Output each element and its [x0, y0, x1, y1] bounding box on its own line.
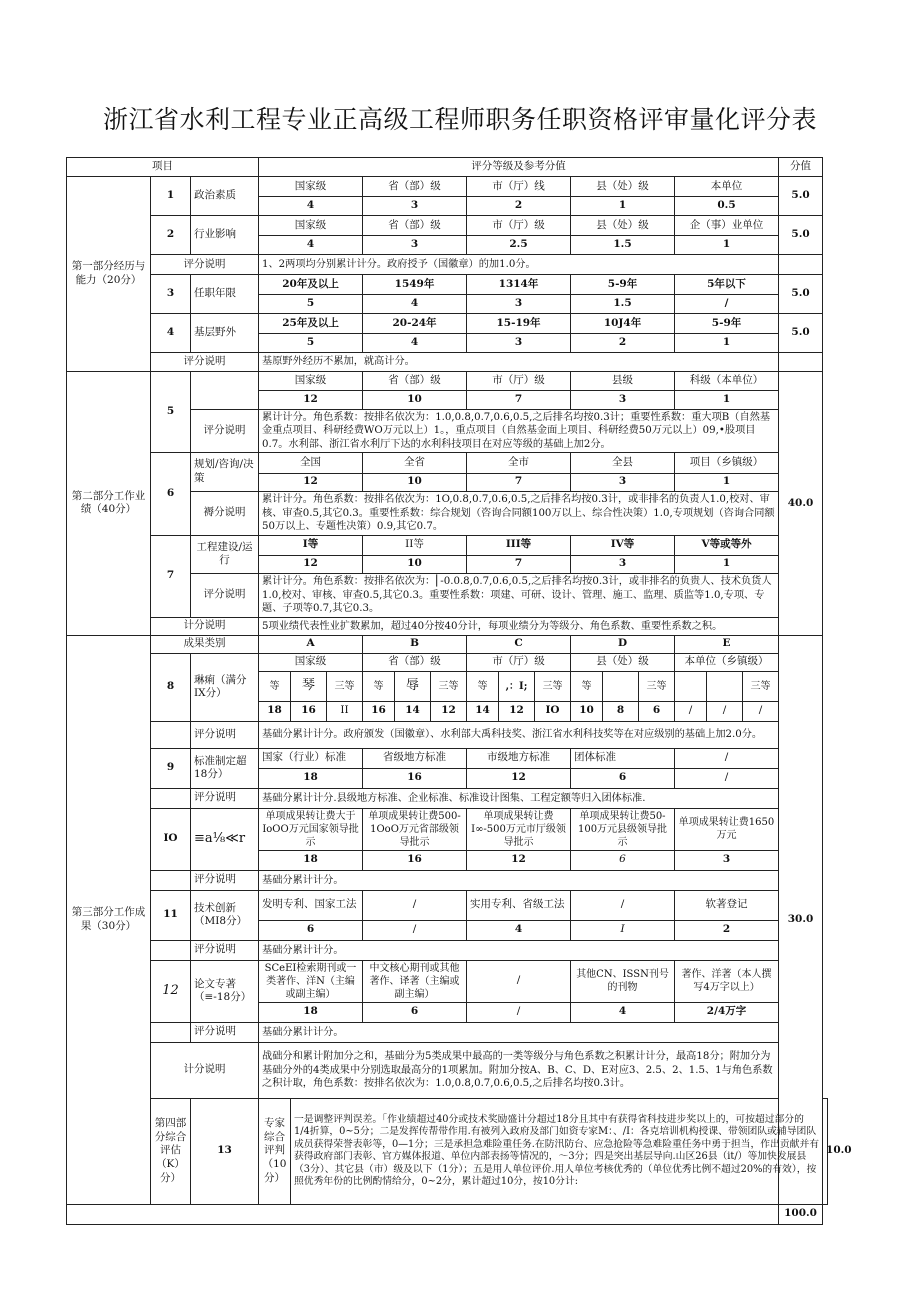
eval-text: 基础分累计计分。政府颁发（国徽章）、水利部大禹科技奖、浙江省水利科技奖等在对应级别的基础上加2.0分。 — [259, 721, 779, 748]
sum-label: 计分说明 — [151, 1042, 259, 1098]
value-cell: 6 — [571, 850, 675, 870]
eval-label: 评分说明 — [191, 870, 259, 890]
level-cell: 全县 — [571, 452, 675, 473]
value-cell: 6 — [363, 1002, 467, 1022]
value-cell: / — [675, 295, 779, 314]
eval-text: 基础分累计计分。 — [259, 940, 779, 960]
item-name: 任职年限 — [191, 275, 259, 314]
value-cell: 4 — [259, 236, 363, 255]
item-name: 专家综合评判（10分） — [259, 1098, 291, 1204]
value-cell: 12 — [431, 701, 467, 721]
value-cell: 2.5 — [467, 236, 571, 255]
value-cell: 3 — [675, 850, 779, 870]
level-cell: 其他CN、ISSN刊号的刊物 — [571, 960, 675, 1002]
level-cell: 团体标准 — [571, 748, 675, 768]
category-cell: B — [363, 635, 467, 653]
level-cell: V等或等外 — [675, 535, 779, 555]
value-cell: 6 — [259, 920, 363, 940]
item-number: 1 — [151, 177, 191, 216]
level-cell: 省（部）级 — [363, 653, 467, 671]
level-cell: 科级（本单位） — [675, 372, 779, 391]
eval-text: 累计计分。角色系数：按排名依次为：1O,0.8,0.7,0.6,0.5,之后排名均按0.3计，或非排名的负责人1.0,校对、审核、审查0.5,其它0.3。重要性系数：综合规划（咨询合同额100万以上、综合性决策）1.0,专项规划（咨询合同额50万以上、专题性决策）0.9,其它0.7。 — [259, 491, 779, 535]
value-cell: 1 — [571, 197, 675, 216]
value-cell: 12 — [467, 850, 571, 870]
level-cell: IV等 — [571, 535, 675, 555]
value-cell: / — [363, 920, 467, 940]
value-cell: 16 — [363, 850, 467, 870]
value-cell: 12 — [259, 473, 363, 491]
eval-label: 褥分说明 — [191, 491, 259, 535]
eval-text: 基原野外经历不累加，就高计分。 — [259, 353, 779, 372]
level-cell: 县（处）级 — [571, 216, 675, 236]
part2-label: 第二部分工作业绩（40分） — [67, 372, 151, 636]
level-cell: 省（部）级 — [363, 372, 467, 391]
level-cell: II等 — [363, 535, 467, 555]
level-cell: 本单位 — [675, 177, 779, 197]
item-name: 技术创新（MI8分） — [191, 890, 259, 940]
grade-cell: 辱 — [395, 671, 431, 701]
value-cell: / — [675, 701, 707, 721]
level-cell: 市级地方标准 — [467, 748, 571, 768]
grade-cell: ,：I; — [499, 671, 535, 701]
grade-cell: 等 — [571, 671, 603, 701]
eval-text: 累计计分。角色系数：按排名依次为：⎢-0.0.8,0.7,0.6,0.5,之后排名均按0.3计，或非排名的负贵人、技术负货人1.0,校对、审核、审查0.5,其它0.3。重要性系数：项建、可研、设计、管理、施工、监理、质监等1.0,专项、专题、子项等0.7,其它0.3。 — [259, 573, 779, 617]
score-cell: 5.0 — [779, 314, 823, 353]
item-name: 工程建设/运行 — [191, 535, 259, 573]
value-cell: 1 — [675, 236, 779, 255]
level-cell: 著作、洋著（本人撰写4万字以上） — [675, 960, 779, 1002]
value-cell: 3 — [363, 197, 467, 216]
value-cell: 3 — [467, 295, 571, 314]
item-name: 琳痢（满分IX分） — [191, 653, 259, 721]
total-label-cell — [67, 1204, 779, 1224]
level-cell: 单项成果转让费500-1OoO万元省部级领导批示 — [363, 808, 467, 850]
empty-cell — [151, 940, 191, 960]
assessment-text: 一是调整评判误差。「作业绩超过40分或技术奖励盛计分超过18分且其中有获得省科技进步奖以上的，可按超过部分的1/4折算，0~5分；二是发挥传帮带作用.有被列入政府及部门如资专家M：、/I：各克培训机构授课、带领团队或辅导团队成员获得荣誉表彰等，0—1分；三是承担急难险重任务.在防汛防台、应急抢险等急难险重任务中勇于担当，作出贡献并有获得政府部门表彰、官方媒体报道、单位内部表扬等情况的，～3分；四是突出基层导向.山区26县（it/）等加快发展县（3分）、其它县（市）级及以下（1分）；五是用人单位评价.用人单位考核优秀的（单位优秀比例不超过20%的有效），按照优秀年份的比例酌情给分，0~2分，累计超过10分，按10分计: — [291, 1098, 823, 1204]
value-cell: 16 — [291, 701, 327, 721]
level-cell: 20-24年 — [363, 314, 467, 334]
grade-cell: 三等 — [535, 671, 571, 701]
level-cell: 市（厅）级 — [467, 653, 571, 671]
level-cell: 单项成果转让费大于IoOO万元国家领导批示 — [259, 808, 363, 850]
value-cell: 1.5 — [571, 295, 675, 314]
score-cell: 5.0 — [779, 216, 823, 255]
level-cell: 本单位（乡镇级） — [675, 653, 779, 671]
level-cell: 全市 — [467, 452, 571, 473]
level-cell: 国家（行业）标准 — [259, 748, 363, 768]
value-cell: 1.5 — [571, 236, 675, 255]
level-cell: 市（厅）线 — [467, 177, 571, 197]
value-cell: / — [675, 768, 779, 788]
level-cell: 县（处）级 — [571, 653, 675, 671]
value-cell: 2 — [571, 334, 675, 353]
category-cell: E — [675, 635, 779, 653]
value-cell: 5 — [259, 334, 363, 353]
eval-label: 评分说明 — [191, 788, 259, 808]
value-cell: 10 — [571, 701, 603, 721]
level-cell: 国家级 — [259, 653, 363, 671]
value-cell: 3 — [571, 555, 675, 573]
item-number: 11 — [151, 890, 191, 940]
grade-cell: 三等 — [327, 671, 363, 701]
value-cell: 4 — [571, 1002, 675, 1022]
level-cell: 市（厅）级 — [467, 372, 571, 391]
value-cell: 7 — [467, 391, 571, 410]
grade-cell — [707, 671, 743, 701]
value-cell: 4 — [363, 295, 467, 314]
score-cell: 5.0 — [779, 275, 823, 314]
value-cell: 2/4万字 — [675, 1002, 779, 1022]
item-number: 7 — [151, 535, 191, 617]
level-cell: / — [363, 890, 467, 920]
item-number: 5 — [151, 372, 191, 453]
level-cell: I等 — [259, 535, 363, 555]
value-cell: 10 — [363, 555, 467, 573]
total-score: 100.0 — [779, 1204, 823, 1224]
level-cell: 单项成果转让费1650万元 — [675, 808, 779, 850]
value-cell: 3 — [467, 334, 571, 353]
item-number: 2 — [151, 216, 191, 255]
part1-label: 第一部分经历与能力（20分） — [67, 177, 151, 372]
level-cell: 15-19年 — [467, 314, 571, 334]
level-cell: 省级地方标准 — [363, 748, 467, 768]
value-cell: 5 — [259, 295, 363, 314]
value-cell: 6 — [639, 701, 675, 721]
grade-cell: 等 — [467, 671, 499, 701]
item-name: 论文专著（≡-18分） — [191, 960, 259, 1022]
level-cell: 1549年 — [363, 275, 467, 295]
value-cell: 4 — [363, 334, 467, 353]
header-score: 分值 — [779, 158, 823, 177]
value-cell: 3 — [363, 236, 467, 255]
level-cell: 实用专利、省级工法 — [467, 890, 571, 920]
header-grading: 评分等级及参考分值 — [259, 158, 779, 177]
empty-cell — [779, 255, 823, 275]
item-name: ≡a⅛≪r — [191, 808, 259, 870]
grade-cell: 等 — [363, 671, 395, 701]
value-cell: 8 — [603, 701, 639, 721]
value-cell: 16 — [363, 768, 467, 788]
level-cell: 发明专利、国家工法 — [259, 890, 363, 920]
item-number: IO — [151, 808, 191, 870]
value-cell: 12 — [259, 555, 363, 573]
item-number: 9 — [151, 748, 191, 788]
value-cell: IO — [535, 701, 571, 721]
empty-cell — [779, 353, 823, 372]
level-cell: 5年以下 — [675, 275, 779, 295]
value-cell: 1 — [675, 391, 779, 410]
eval-label: 评分说明 — [151, 255, 259, 275]
level-cell: 省（部）级 — [363, 177, 467, 197]
value-cell: 2 — [467, 197, 571, 216]
level-cell: 25年及以上 — [259, 314, 363, 334]
header-item: 项目 — [67, 158, 259, 177]
level-cell: III等 — [467, 535, 571, 555]
value-cell: 18 — [259, 1002, 363, 1022]
grade-cell — [675, 671, 707, 701]
level-cell: 1314年 — [467, 275, 571, 295]
sum-text: 5项业绩代表性业扩数累加，超过40分按40分计，每项业绩分为等级分、角色系数、重要性系数之积。 — [259, 617, 779, 635]
level-cell: / — [467, 960, 571, 1002]
value-cell: 1 — [675, 555, 779, 573]
level-cell: 10J4年 — [571, 314, 675, 334]
value-cell: 1 — [675, 473, 779, 491]
item-name: 规划/咨询/决策 — [191, 452, 259, 491]
value-cell: 18 — [259, 701, 291, 721]
level-cell: 全省 — [363, 452, 467, 473]
level-cell: 县（处）级 — [571, 177, 675, 197]
value-cell: 10 — [363, 473, 467, 491]
value-cell: 12 — [467, 768, 571, 788]
sum-label: 计分说明 — [151, 617, 259, 635]
level-cell: / — [571, 890, 675, 920]
item-number: 12 — [151, 960, 191, 1022]
level-cell: 单项成果转让费50-100万元县级领导批示 — [571, 808, 675, 850]
value-cell: 7 — [467, 555, 571, 573]
value-cell: 4 — [467, 920, 571, 940]
level-cell: 省（部）级 — [363, 216, 467, 236]
level-cell: 全国 — [259, 452, 363, 473]
value-cell: / — [467, 1002, 571, 1022]
item-number: 3 — [151, 275, 191, 314]
grade-cell: 琴 — [291, 671, 327, 701]
empty-cell — [151, 1022, 191, 1042]
grade-cell: 等 — [259, 671, 291, 701]
value-cell: 12 — [259, 391, 363, 410]
item-number: 8 — [151, 653, 191, 721]
item-number: 13 — [191, 1098, 259, 1204]
grade-cell — [603, 671, 639, 701]
value-cell: II — [327, 701, 363, 721]
empty-cell — [151, 721, 191, 748]
eval-label: 评分说明 — [191, 410, 259, 453]
value-cell: 7 — [467, 473, 571, 491]
eval-text: 基础分累计计分.县级地方标准、企业标准、标准设计图集、工程定额等归入团体标准. — [259, 788, 779, 808]
empty-cell — [151, 788, 191, 808]
eval-label: 评分说明 — [151, 353, 259, 372]
item-name: 标准制定超18分） — [191, 748, 259, 788]
value-cell: 6 — [571, 768, 675, 788]
page-title: 浙江省水利工程专业正高级工程师职务任职资格评审量化评分表 — [102, 105, 817, 134]
eval-label: 评分说明 — [191, 940, 259, 960]
value-cell: 0.5 — [675, 197, 779, 216]
level-cell: 国家级 — [259, 177, 363, 197]
grade-cell: 三等 — [639, 671, 675, 701]
value-cell: 18 — [259, 768, 363, 788]
value-cell: 3 — [571, 473, 675, 491]
value-cell: 4 — [259, 197, 363, 216]
value-cell: / — [707, 701, 743, 721]
level-cell: 县级 — [571, 372, 675, 391]
eval-label: 评分说明 — [191, 721, 259, 748]
item-name: 行业影响 — [191, 216, 259, 255]
value-cell: 1 — [675, 334, 779, 353]
value-cell: 16 — [363, 701, 395, 721]
score-cell: 40.0 — [779, 372, 823, 636]
item-name — [191, 372, 259, 410]
part3-label: 第三部分工作成果（30分） — [67, 635, 151, 1204]
eval-label: 评分说明 — [191, 1022, 259, 1042]
eval-text: 基础分累计计分。 — [259, 870, 779, 890]
level-cell: 国家级 — [259, 216, 363, 236]
level-cell: 项目（乡镇级） — [675, 452, 779, 473]
level-cell: 软著登记 — [675, 890, 779, 920]
empty-cell — [151, 870, 191, 890]
scoring-table — [66, 157, 852, 1225]
grade-cell: 三等 — [743, 671, 779, 701]
eval-text: 累计计分。角色系数：按排名依次为：1.0,0.8,0.7,0.6,0.5,之后排名均按0.3计；重要性系数：重大项B（自然基金重点项目、科研经费WO万元以上）1。，重点项目（自然基金面上项目、科研经费50万元以上）09,•股项目0.7。水利部、浙江省水利厅下达的水利科技项目在对应等级的基础上加2分。 — [259, 410, 779, 453]
level-cell: 5-9年 — [571, 275, 675, 295]
score-cell: 5.0 — [779, 177, 823, 216]
level-cell: 20年及以上 — [259, 275, 363, 295]
eval-label: 评分说明 — [191, 573, 259, 617]
score-cell: 30.0 — [779, 635, 823, 1204]
score-cell: 10.0 — [823, 1098, 828, 1204]
grade-cell: 三等 — [431, 671, 467, 701]
item-name: 基层野外 — [191, 314, 259, 353]
eval-text: 1、2两项均分别累计计分。政府授予（国徽章）的加1.0分。 — [259, 255, 779, 275]
value-cell: 10 — [363, 391, 467, 410]
level-cell: 单项成果转让费I∞-500万元市厅级领导批示 — [467, 808, 571, 850]
value-cell: 14 — [467, 701, 499, 721]
level-cell: 中文核心期刊或其他著作、译著（主编或副主编） — [363, 960, 467, 1002]
value-cell: 12 — [499, 701, 535, 721]
level-cell: / — [675, 748, 779, 768]
level-cell: 5-9年 — [675, 314, 779, 334]
part4-label: 第四部分综合评估（K）分） — [151, 1098, 191, 1204]
category-cell: C — [467, 635, 571, 653]
category-cell: A — [259, 635, 363, 653]
level-cell: 市（厅）级 — [467, 216, 571, 236]
category-cell: D — [571, 635, 675, 653]
sum-text: 战础分和累计附加分之和，基础分为5类成果中最高的一类等级分与角色系数之积累计计分，最高18分；附加分为基础分外的4类成果中分别选取最高分的1项累加。附加分按A、B、C、D、E对应3、2.5、2、1.5、1与角色系数之积计取，角色系数：按排名依次为：1.0,0.8,0.7,0.6,0.5,之后排名均按0.3计。 — [259, 1042, 779, 1098]
level-cell: 企（事）业单位 — [675, 216, 779, 236]
value-cell: 18 — [259, 850, 363, 870]
eval-text: 基础分累计计分。 — [259, 1022, 779, 1042]
value-cell: 14 — [395, 701, 431, 721]
level-cell: SCeEI检索期刊或一类著作、洋N（主编或副主编） — [259, 960, 363, 1002]
value-cell: I — [571, 920, 675, 940]
item-name: 政治素质 — [191, 177, 259, 216]
item-number: 6 — [151, 452, 191, 535]
level-cell: 国家级 — [259, 372, 363, 391]
value-cell: / — [743, 701, 779, 721]
value-cell: 3 — [571, 391, 675, 410]
category-label: 成果类别 — [151, 635, 259, 653]
value-cell: 2 — [675, 920, 779, 940]
item-number: 4 — [151, 314, 191, 353]
